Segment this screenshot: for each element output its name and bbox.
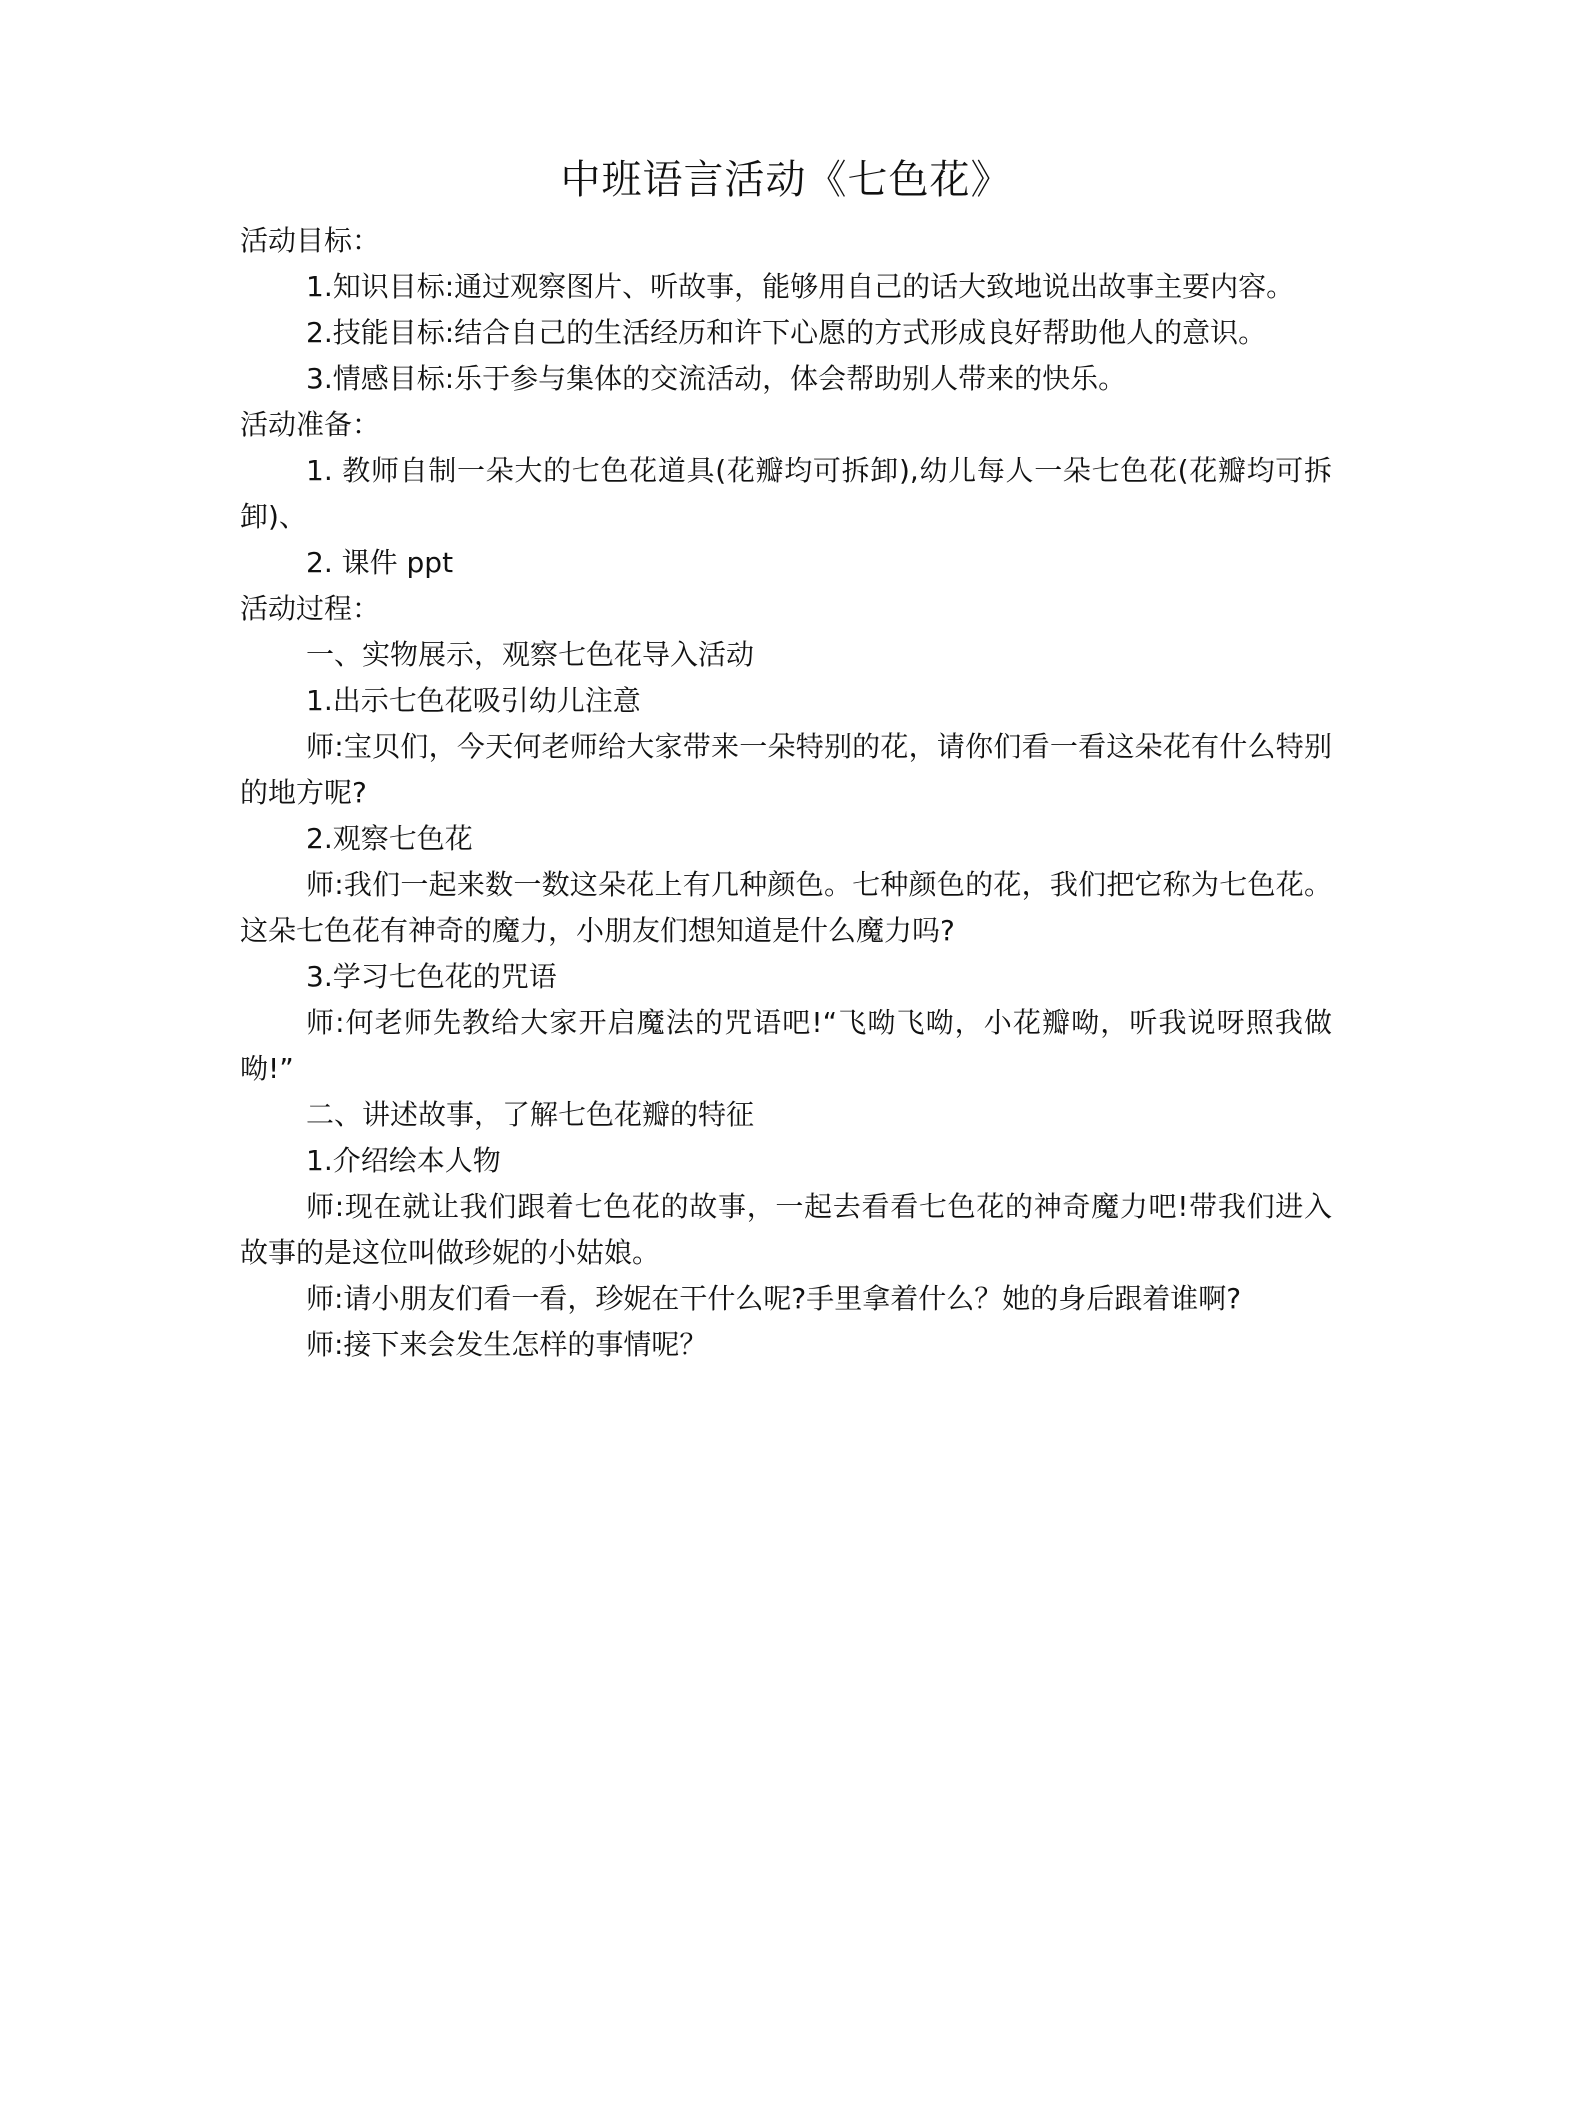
objective-knowledge: 1.知识目标:通过观察图片、听故事，能够用自己的话大致地说出故事主要内容。 (306, 270, 1295, 303)
process-step-1-1: 1.出示七色花吸引幼儿注意 (306, 684, 641, 717)
teacher-dialogue: 师:我们一起来数一数这朵花上有几种颜色。七种颜色的花，我们把它称为七色花。这朵七色花有神奇的魔力，小朋友们想知道是什么魔力吗? (240, 868, 1332, 947)
process-part-1-heading: 一、实物展示，观察七色花导入活动 (306, 638, 755, 671)
section-objectives (240, 218, 1332, 402)
teacher-dialogue: 师:宝贝们，今天何老师给大家带来一朵特别的花，请你们看一看这朵花有什么特别的地方呢? (240, 730, 1332, 809)
section-heading-process: 活动过程： (240, 592, 381, 625)
preparation-item-1: 1. 教师自制一朵大的七色花道具(花瓣均可拆卸),幼儿每人一朵七色花(花瓣均可拆卸)、 (240, 454, 1332, 533)
process-part-2-heading: 二、讲述故事，了解七色花瓣的特征 (306, 1098, 755, 1131)
section-preparation (240, 402, 1332, 586)
objective-skill: 2.技能目标:结合自己的生活经历和许下心愿的方式形成良好帮助他人的意识。 (306, 316, 1267, 349)
teacher-dialogue: 师:何老师先教给大家开启魔法的咒语吧!“飞呦飞呦，小花瓣呦，听我说呀照我做呦!” (240, 1006, 1332, 1085)
section-process (240, 586, 1332, 1368)
process-step-1-3: 3.学习七色花的咒语 (306, 960, 557, 993)
preparation-item-2: 2. 课件 ppt (306, 546, 454, 579)
teacher-dialogue: 师:请小朋友们看一看，珍妮在干什么呢?手里拿着什么？她的身后跟着谁啊? (306, 1282, 1242, 1315)
teacher-dialogue: 师:现在就让我们跟着七色花的故事，一起去看看七色花的神奇魔力吧!带我们进入故事的是这位叫做珍妮的小姑娘。 (240, 1190, 1332, 1269)
section-heading-objectives: 活动目标： (240, 224, 381, 257)
teacher-dialogue: 师:接下来会发生怎样的事情呢？ (306, 1328, 708, 1361)
document-page (240, 150, 1332, 1368)
process-step-2-1: 1.介绍绘本人物 (306, 1144, 501, 1177)
section-heading-preparation: 活动准备： (240, 408, 381, 441)
document-title: 中班语言活动《七色花》 (560, 157, 1012, 203)
process-step-1-2: 2.观察七色花 (306, 822, 473, 855)
objective-emotion: 3.情感目标:乐于参与集体的交流活动，体会帮助别人带来的快乐。 (306, 362, 1127, 395)
